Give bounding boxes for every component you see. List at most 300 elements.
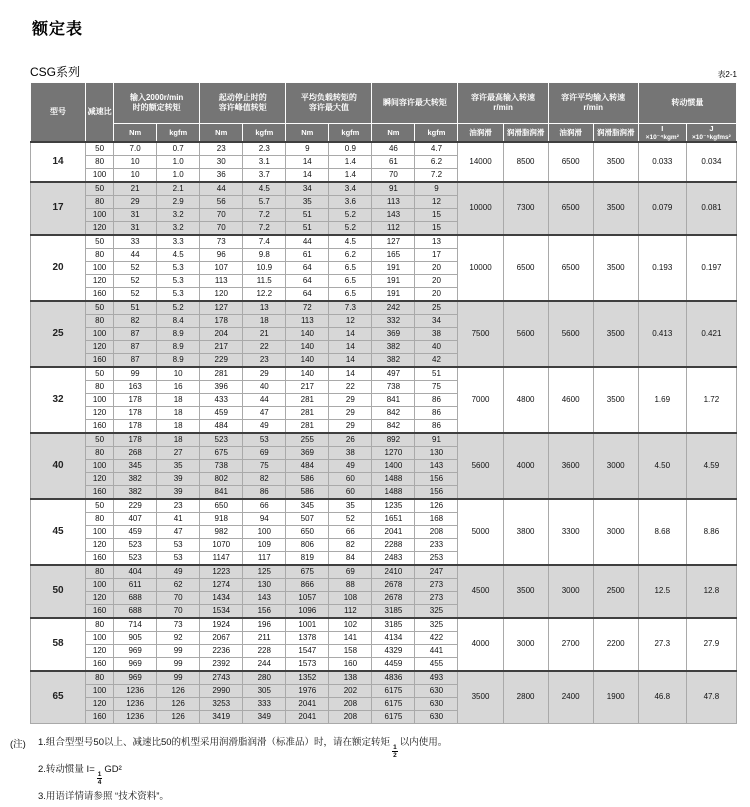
value-cell: 52: [329, 512, 372, 525]
value-cell: 29: [329, 406, 372, 419]
value-cell: 688: [114, 591, 157, 604]
value-cell: 165: [372, 248, 415, 261]
value-cell: 441: [415, 644, 458, 657]
value-cell: 196: [243, 618, 286, 632]
value-cell: 10: [114, 155, 157, 168]
value-cell: 158: [329, 644, 372, 657]
value-cell: 866: [286, 578, 329, 591]
value-cell: 332: [372, 314, 415, 327]
value-cell: 3185: [372, 618, 415, 632]
value-cell: 345: [114, 459, 157, 472]
inertia-cell: 0.079: [638, 182, 686, 235]
one-half-fraction: $\frac{1}{2}$: [393, 743, 397, 760]
value-cell: 191: [372, 274, 415, 287]
value-cell: 51: [286, 208, 329, 221]
speed-cell: 1900: [593, 671, 638, 724]
value-cell: 23: [200, 142, 243, 156]
inertia-cell: 4.59: [686, 433, 736, 499]
value-cell: 6.5: [329, 261, 372, 274]
value-cell: 13: [415, 235, 458, 249]
model-cell: 40: [31, 433, 86, 499]
value-cell: 56: [200, 195, 243, 208]
value-cell: 10: [114, 168, 157, 182]
speed-cell: 2700: [548, 618, 593, 671]
value-cell: 714: [114, 618, 157, 632]
inertia-cell: 0.193: [638, 235, 686, 301]
value-cell: 75: [415, 380, 458, 393]
header-unit-5-1: 润滑脂润滑: [593, 124, 638, 142]
speed-cell: 3000: [503, 618, 548, 671]
header-unit-1-1: kgfm: [243, 124, 286, 142]
speed-cell: 7500: [458, 301, 503, 367]
value-cell: 630: [415, 697, 458, 710]
value-cell: 69: [243, 446, 286, 459]
ratio-cell: 100: [86, 684, 114, 697]
value-cell: 41: [157, 512, 200, 525]
value-cell: 1147: [200, 551, 243, 565]
speed-cell: 3500: [593, 301, 638, 367]
value-cell: 969: [114, 657, 157, 671]
value-cell: 40: [415, 340, 458, 353]
ratio-cell: 160: [86, 657, 114, 671]
value-cell: 9.8: [243, 248, 286, 261]
speed-cell: 4600: [548, 367, 593, 433]
ratio-cell: 160: [86, 604, 114, 618]
header-model: 型号: [31, 83, 86, 142]
model-cell: 20: [31, 235, 86, 301]
value-cell: 18: [243, 314, 286, 327]
value-cell: 281: [286, 419, 329, 433]
value-cell: 2483: [372, 551, 415, 565]
value-cell: 273: [415, 591, 458, 604]
value-cell: 20: [415, 261, 458, 274]
value-cell: 120: [200, 287, 243, 301]
value-cell: 1223: [200, 565, 243, 579]
value-cell: 0.7: [157, 142, 200, 156]
value-cell: 94: [243, 512, 286, 525]
value-cell: 143: [243, 591, 286, 604]
ratio-cell: 100: [86, 631, 114, 644]
value-cell: 325: [415, 618, 458, 632]
value-cell: 9: [415, 182, 458, 196]
inertia-cell: 4.50: [638, 433, 686, 499]
value-cell: 130: [243, 578, 286, 591]
value-cell: 20: [415, 287, 458, 301]
ratio-cell: 100: [86, 578, 114, 591]
value-cell: 30: [200, 155, 243, 168]
value-cell: 127: [372, 235, 415, 249]
header-unit-5-0: 油润滑: [548, 124, 593, 142]
ratio-cell: 100: [86, 525, 114, 538]
value-cell: 178: [114, 393, 157, 406]
inertia-cell: 0.033: [638, 142, 686, 182]
model-cell: 25: [31, 301, 86, 367]
value-cell: 117: [243, 551, 286, 565]
value-cell: 2410: [372, 565, 415, 579]
ratio-cell: 120: [86, 591, 114, 604]
value-cell: 738: [200, 459, 243, 472]
value-cell: 369: [372, 327, 415, 340]
value-cell: 3.7: [243, 168, 286, 182]
value-cell: 125: [243, 565, 286, 579]
speed-cell: 8500: [503, 142, 548, 182]
value-cell: 10: [157, 367, 200, 381]
inertia-cell: 8.86: [686, 499, 736, 565]
value-cell: 3253: [200, 697, 243, 710]
ratio-cell: 80: [86, 446, 114, 459]
speed-cell: 3500: [503, 565, 548, 618]
value-cell: 35: [329, 499, 372, 513]
value-cell: 244: [243, 657, 286, 671]
value-cell: 178: [114, 433, 157, 447]
note-1: [38, 736, 447, 760]
value-cell: 35: [286, 195, 329, 208]
header-unit-2-0: Nm: [286, 124, 329, 142]
value-cell: 47: [243, 406, 286, 419]
value-cell: 47: [157, 525, 200, 538]
inertia-cell: 1.72: [686, 367, 736, 433]
speed-cell: 3600: [548, 433, 593, 499]
value-cell: 217: [286, 380, 329, 393]
value-cell: 2392: [200, 657, 243, 671]
value-cell: 4.7: [415, 142, 458, 156]
value-cell: 87: [114, 353, 157, 367]
speed-cell: 3300: [548, 499, 593, 565]
value-cell: 140: [286, 327, 329, 340]
value-cell: 113: [286, 314, 329, 327]
value-cell: 100: [243, 525, 286, 538]
value-cell: 53: [157, 538, 200, 551]
value-cell: 688: [114, 604, 157, 618]
ratio-cell: 80: [86, 618, 114, 632]
value-cell: 1434: [200, 591, 243, 604]
value-cell: 6175: [372, 710, 415, 723]
value-cell: 126: [157, 710, 200, 723]
value-cell: 5.3: [157, 261, 200, 274]
value-cell: 5.7: [243, 195, 286, 208]
speed-cell: 2500: [593, 565, 638, 618]
ratio-cell: 80: [86, 195, 114, 208]
one-quarter-fraction: $\frac{1}{4}$: [97, 770, 102, 787]
speed-cell: 2200: [593, 618, 638, 671]
value-cell: 156: [415, 485, 458, 499]
header-group-4: 容许最高输入转速 r/min: [458, 83, 548, 124]
value-cell: 156: [243, 604, 286, 618]
value-cell: 255: [286, 433, 329, 447]
value-cell: 497: [372, 367, 415, 381]
value-cell: 3419: [200, 710, 243, 723]
value-cell: 109: [243, 538, 286, 551]
value-cell: 113: [372, 195, 415, 208]
value-cell: 14: [286, 155, 329, 168]
value-cell: 107: [200, 261, 243, 274]
value-cell: 1573: [286, 657, 329, 671]
ratio-cell: 100: [86, 327, 114, 340]
value-cell: 281: [200, 367, 243, 381]
value-cell: 281: [286, 406, 329, 419]
value-cell: 15: [415, 208, 458, 221]
value-cell: 1400: [372, 459, 415, 472]
value-cell: 253: [415, 551, 458, 565]
value-cell: 8.4: [157, 314, 200, 327]
value-cell: 2041: [286, 697, 329, 710]
value-cell: 2288: [372, 538, 415, 551]
ratio-cell: 120: [86, 472, 114, 485]
speed-cell: 5600: [548, 301, 593, 367]
value-cell: 345: [286, 499, 329, 513]
value-cell: 228: [243, 644, 286, 657]
value-cell: 31: [114, 208, 157, 221]
value-cell: 52: [114, 261, 157, 274]
value-cell: 6.5: [329, 274, 372, 287]
value-cell: 29: [329, 393, 372, 406]
value-cell: 2.9: [157, 195, 200, 208]
header-unit-4-1: 润滑脂润滑: [503, 124, 548, 142]
series-row: [30, 63, 737, 80]
value-cell: 982: [200, 525, 243, 538]
speed-cell: 7000: [458, 367, 503, 433]
header-unit-6-0: I ×10⁻⁴kgm²: [638, 124, 686, 142]
speed-cell: 3000: [548, 565, 593, 618]
value-cell: 507: [286, 512, 329, 525]
value-cell: 204: [200, 327, 243, 340]
value-cell: 233: [415, 538, 458, 551]
ratio-cell: 120: [86, 697, 114, 710]
note-2: [38, 763, 447, 787]
value-cell: 382: [372, 340, 415, 353]
value-cell: 46: [372, 142, 415, 156]
value-cell: 40: [243, 380, 286, 393]
value-cell: 178: [114, 419, 157, 433]
value-cell: 72: [286, 301, 329, 315]
ratio-cell: 50: [86, 301, 114, 315]
value-cell: 99: [157, 644, 200, 657]
value-cell: 38: [415, 327, 458, 340]
value-cell: 841: [200, 485, 243, 499]
value-cell: 18: [157, 393, 200, 406]
value-cell: 2.1: [157, 182, 200, 196]
value-cell: 91: [372, 182, 415, 196]
value-cell: 21: [243, 327, 286, 340]
value-cell: 1352: [286, 671, 329, 685]
value-cell: 60: [329, 485, 372, 499]
value-cell: 1.4: [329, 155, 372, 168]
value-cell: 349: [243, 710, 286, 723]
inertia-cell: 46.8: [638, 671, 686, 724]
value-cell: 242: [372, 301, 415, 315]
inertia-cell: 0.421: [686, 301, 736, 367]
value-cell: 6175: [372, 697, 415, 710]
value-cell: 61: [372, 155, 415, 168]
value-cell: 1.4: [329, 168, 372, 182]
speed-cell: 6500: [548, 142, 593, 182]
value-cell: 1270: [372, 446, 415, 459]
value-cell: 7.3: [329, 301, 372, 315]
value-cell: 2236: [200, 644, 243, 657]
value-cell: 1547: [286, 644, 329, 657]
value-cell: 22: [329, 380, 372, 393]
value-cell: 70: [200, 208, 243, 221]
ratio-cell: 160: [86, 551, 114, 565]
value-cell: 14: [329, 340, 372, 353]
ratio-cell: 80: [86, 380, 114, 393]
inertia-cell: 0.034: [686, 142, 736, 182]
value-cell: 455: [415, 657, 458, 671]
speed-cell: 6500: [548, 235, 593, 301]
value-cell: 738: [372, 380, 415, 393]
ratio-cell: 120: [86, 274, 114, 287]
value-cell: 1235: [372, 499, 415, 513]
value-cell: 1070: [200, 538, 243, 551]
value-cell: 484: [286, 459, 329, 472]
value-cell: 842: [372, 419, 415, 433]
value-cell: 16: [157, 380, 200, 393]
value-cell: 369: [286, 446, 329, 459]
ratio-cell: 160: [86, 353, 114, 367]
value-cell: 382: [114, 472, 157, 485]
value-cell: 62: [157, 578, 200, 591]
value-cell: 273: [415, 578, 458, 591]
value-cell: 5.2: [329, 208, 372, 221]
value-cell: 86: [415, 393, 458, 406]
value-cell: 52: [114, 274, 157, 287]
value-cell: 82: [243, 472, 286, 485]
value-cell: 1488: [372, 472, 415, 485]
ratio-cell: 120: [86, 221, 114, 235]
value-cell: 630: [415, 684, 458, 697]
ratio-cell: 80: [86, 314, 114, 327]
value-cell: 11.5: [243, 274, 286, 287]
value-cell: 675: [200, 446, 243, 459]
value-cell: 459: [114, 525, 157, 538]
speed-cell: 14000: [458, 142, 503, 182]
ratio-cell: 100: [86, 208, 114, 221]
value-cell: 73: [157, 618, 200, 632]
header-unit-1-0: Nm: [200, 124, 243, 142]
value-cell: 1.0: [157, 168, 200, 182]
value-cell: 333: [243, 697, 286, 710]
value-cell: 2678: [372, 591, 415, 604]
speed-cell: 10000: [458, 182, 503, 235]
value-cell: 2678: [372, 578, 415, 591]
speed-cell: 3000: [593, 499, 638, 565]
speed-cell: 4000: [503, 433, 548, 499]
inertia-cell: 27.3: [638, 618, 686, 671]
ratio-cell: 80: [86, 248, 114, 261]
value-cell: 268: [114, 446, 157, 459]
speed-cell: 7300: [503, 182, 548, 235]
value-cell: 51: [415, 367, 458, 381]
inertia-cell: 27.9: [686, 618, 736, 671]
value-cell: 1488: [372, 485, 415, 499]
ratio-cell: 80: [86, 155, 114, 168]
value-cell: 49: [243, 419, 286, 433]
value-cell: 52: [114, 287, 157, 301]
value-cell: 25: [415, 301, 458, 315]
value-cell: 3.1: [243, 155, 286, 168]
value-cell: 87: [114, 327, 157, 340]
value-cell: 4.5: [157, 248, 200, 261]
value-cell: 12: [415, 195, 458, 208]
value-cell: 36: [200, 168, 243, 182]
notes-marker: (注): [10, 738, 26, 750]
speed-cell: 5600: [503, 301, 548, 367]
speed-cell: 3800: [503, 499, 548, 565]
value-cell: 29: [329, 419, 372, 433]
ratio-cell: 120: [86, 340, 114, 353]
value-cell: 10.9: [243, 261, 286, 274]
value-cell: 650: [286, 525, 329, 538]
value-cell: 140: [286, 367, 329, 381]
rating-table: [30, 82, 737, 724]
value-cell: 44: [286, 235, 329, 249]
page-title: 额定表: [32, 21, 84, 38]
ratio-cell: 50: [86, 142, 114, 156]
header-group-5: 容许平均输入转速 r/min: [548, 83, 638, 124]
value-cell: 4329: [372, 644, 415, 657]
value-cell: 969: [114, 671, 157, 685]
note-2-tail: GD²: [104, 763, 122, 775]
speed-cell: 3500: [458, 671, 503, 724]
speed-cell: 5600: [458, 433, 503, 499]
value-cell: 404: [114, 565, 157, 579]
value-cell: 86: [243, 485, 286, 499]
value-cell: 29: [243, 367, 286, 381]
header-group-6: 转动惯量: [638, 83, 736, 124]
ratio-cell: 50: [86, 367, 114, 381]
value-cell: 99: [157, 657, 200, 671]
value-cell: 23: [243, 353, 286, 367]
value-cell: 422: [415, 631, 458, 644]
value-cell: 14: [329, 367, 372, 381]
value-cell: 141: [329, 631, 372, 644]
value-cell: 140: [286, 353, 329, 367]
value-cell: 2990: [200, 684, 243, 697]
value-cell: 191: [372, 287, 415, 301]
value-cell: 5.3: [157, 287, 200, 301]
inertia-cell: 1.69: [638, 367, 686, 433]
value-cell: 70: [157, 591, 200, 604]
value-cell: 191: [372, 261, 415, 274]
value-cell: 484: [200, 419, 243, 433]
value-cell: 26: [329, 433, 372, 447]
value-cell: 73: [200, 235, 243, 249]
value-cell: 6.5: [329, 287, 372, 301]
value-cell: 8.9: [157, 353, 200, 367]
value-cell: 42: [415, 353, 458, 367]
header-unit-0-1: kgfm: [157, 124, 200, 142]
value-cell: 18: [157, 419, 200, 433]
value-cell: 4.5: [243, 182, 286, 196]
model-cell: 65: [31, 671, 86, 724]
table-number: 表2-1: [717, 70, 737, 79]
value-cell: 6.2: [415, 155, 458, 168]
value-cell: 6175: [372, 684, 415, 697]
value-cell: 130: [415, 446, 458, 459]
note-2-text: 2.转动惯量 I=: [38, 763, 95, 775]
value-cell: 66: [243, 499, 286, 513]
value-cell: 281: [286, 393, 329, 406]
inertia-cell: 12.5: [638, 565, 686, 618]
value-cell: 905: [114, 631, 157, 644]
value-cell: 29: [114, 195, 157, 208]
value-cell: 523: [114, 551, 157, 565]
ratio-cell: 160: [86, 710, 114, 723]
value-cell: 3185: [372, 604, 415, 618]
value-cell: 64: [286, 287, 329, 301]
value-cell: 1534: [200, 604, 243, 618]
value-cell: 15: [415, 221, 458, 235]
